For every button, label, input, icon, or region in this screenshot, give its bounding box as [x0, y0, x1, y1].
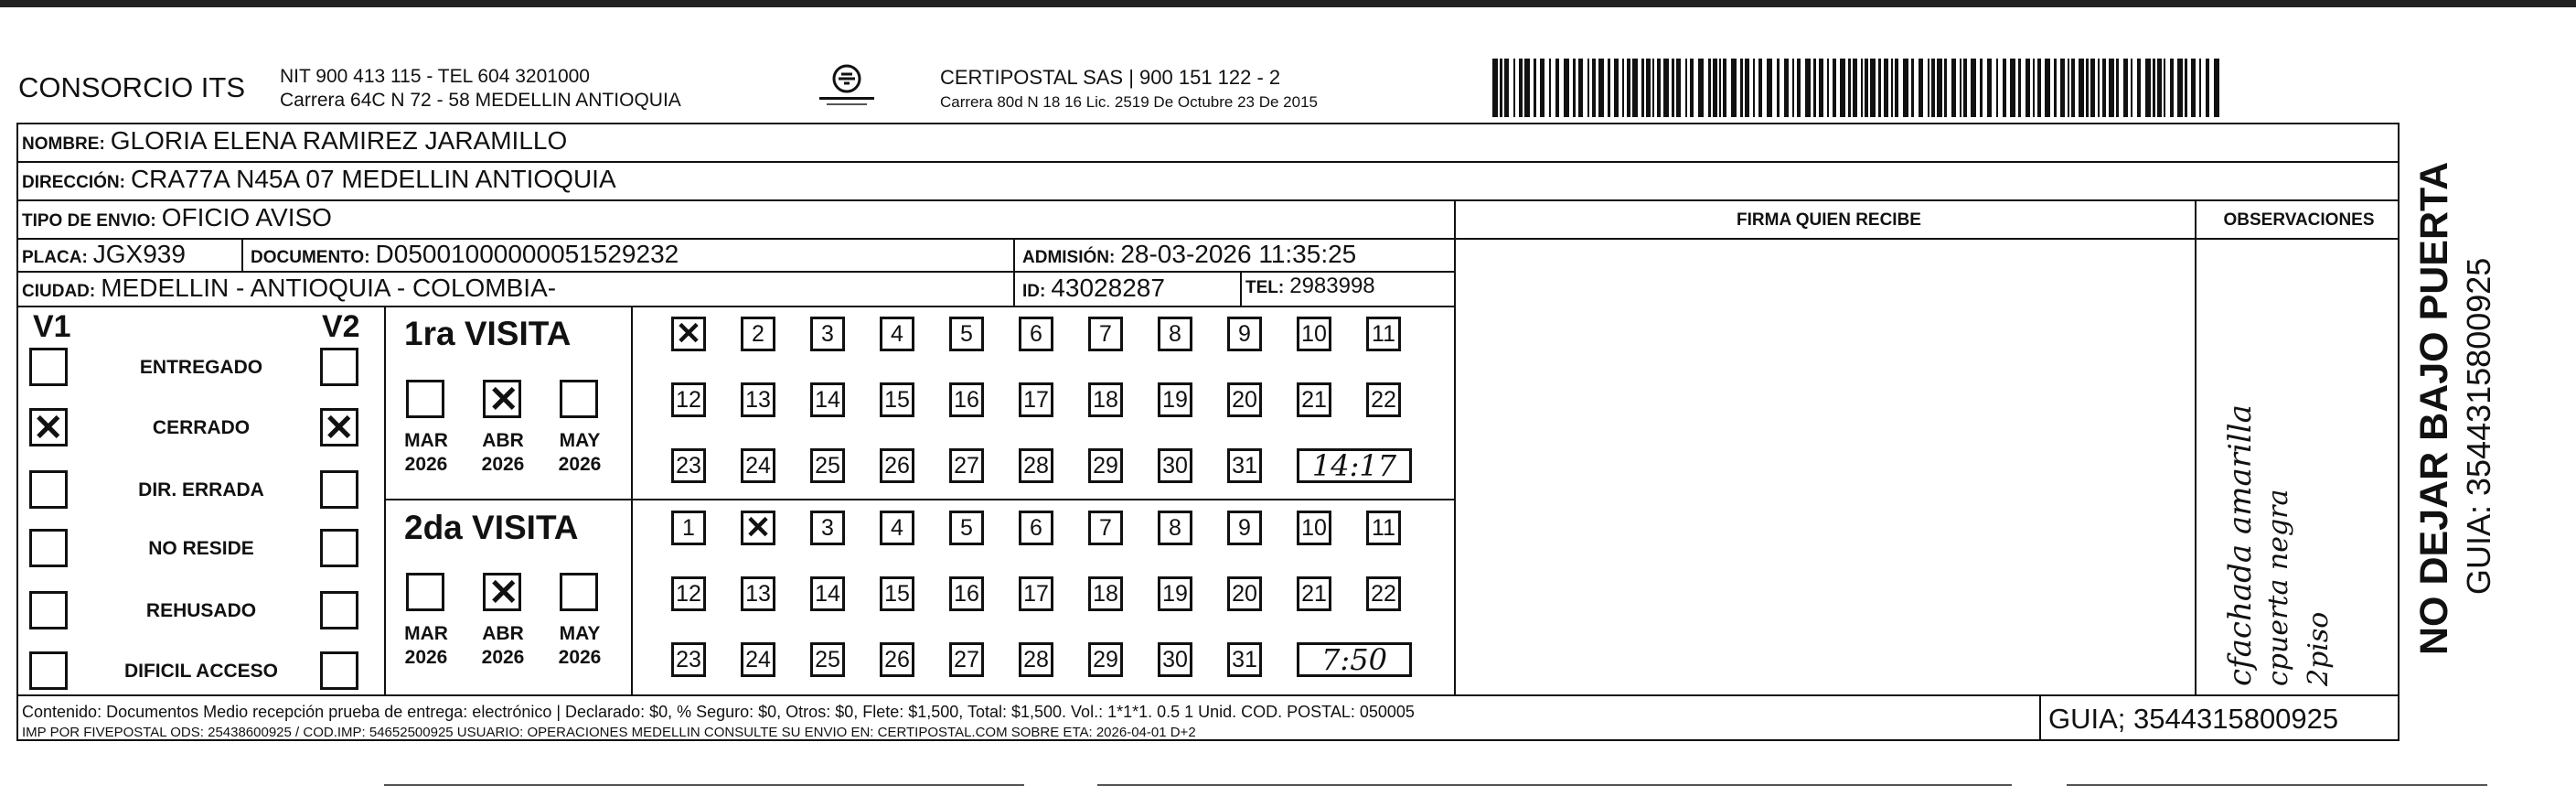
day-box[interactable]: 29: [1088, 642, 1123, 677]
day-box[interactable]: 21: [1297, 576, 1331, 611]
day-box[interactable]: 25: [810, 448, 845, 483]
day-box[interactable]: 7: [1088, 317, 1123, 351]
admision-field: [1022, 240, 1356, 269]
placa-field: [22, 240, 186, 269]
nombre-value: GLORIA ELENA RAMIREZ JARAMILLO: [110, 126, 568, 155]
day-box[interactable]: 8: [1158, 317, 1192, 351]
day-box[interactable]: 31: [1227, 642, 1262, 677]
day-box[interactable]: 28: [1019, 448, 1053, 483]
certipostal-logo-icon: [814, 62, 880, 110]
day-box[interactable]: 20: [1227, 382, 1262, 417]
observacion-line3: 2piso: [2303, 611, 2335, 686]
v2-checkbox[interactable]: [320, 348, 358, 386]
v2-checkbox[interactable]: [320, 591, 358, 629]
day-box[interactable]: 8: [1158, 511, 1192, 545]
day-box[interactable]: 1: [671, 511, 706, 545]
visit2-title: 2da VISITA: [404, 509, 579, 546]
ciudad-value: MEDELLIN - ANTIOQUIA - COLOMBIA-: [101, 274, 557, 302]
day-box[interactable]: 5: [949, 317, 984, 351]
footer-impresion: IMP POR FIVEPOSTAL ODS: 25438600925 / COD.IMP: 54652500925 USUARIO: OPERACIONES MEDELLIN CONSULTE SU ENVIO EN: CERTIPOSTAL.COM SOBRE ETA: 2026-04-01 D+2: [22, 725, 1196, 740]
placa-value: JGX939: [92, 240, 186, 268]
day-box[interactable]: 18: [1088, 576, 1123, 611]
day-box[interactable]: 29: [1088, 448, 1123, 483]
observacion-line1: cfachada amarilla: [2222, 404, 2259, 686]
v1-checkbox[interactable]: [29, 591, 68, 629]
v1-header: V1: [33, 309, 71, 344]
direccion-value: CRA77A N45A 07 MEDELLIN ANTIOQUIA: [130, 165, 616, 193]
nit-line: NIT 900 413 115 - TEL 604 3201000: [280, 66, 590, 87]
status-label: DIFICIL ACCESO: [123, 661, 278, 682]
day-box[interactable]: 25: [810, 642, 845, 677]
direccion-label: DIRECCIÓN:: [22, 173, 125, 192]
month-label: ABR 2026: [481, 623, 525, 668]
id-label: ID:: [1022, 282, 1046, 301]
month-label: MAY 2026: [558, 430, 602, 475]
day-box[interactable]: 10: [1297, 511, 1331, 545]
footer-contenido: Contenido: Documentos Medio recepción prueba de entrega: electrónico | Declarado: $0, % Seguro: $0, Otros: $0, Flete: $1,500, Total: $1,500. Vol.: 1*1*1. 0.5 1 Unid. COD. POSTAL: 050005: [22, 703, 1415, 721]
tipo-envio-value: OFICIO AVISO: [161, 203, 332, 231]
time-box[interactable]: 7:50: [1297, 642, 1412, 677]
ciudad-label: CIUDAD:: [22, 282, 96, 301]
status-label: DIR. ERRADA: [138, 479, 264, 500]
day-box[interactable]: 10: [1297, 317, 1331, 351]
month-label: MAY 2026: [558, 623, 602, 668]
day-box[interactable]: 4: [880, 317, 914, 351]
day-box[interactable]: 4: [880, 511, 914, 545]
nombre-row: [22, 126, 567, 156]
time-box[interactable]: 14:17: [1297, 448, 1412, 483]
day-box[interactable]: 12: [671, 382, 706, 417]
day-box[interactable]: 13: [741, 576, 775, 611]
day-box[interactable]: 23: [671, 642, 706, 677]
check-mark-icon: ✕: [33, 408, 64, 448]
observaciones-header: OBSERVACIONES: [2223, 210, 2375, 230]
check-mark-icon: ✕: [488, 573, 519, 613]
day-box[interactable]: 19: [1158, 576, 1192, 611]
day-box[interactable]: 26: [880, 448, 914, 483]
v1-checkbox[interactable]: [29, 348, 68, 386]
day-box[interactable]: ✕: [671, 317, 706, 351]
tipo-envio-row: [22, 203, 332, 232]
day-box[interactable]: 23: [671, 448, 706, 483]
v1-checkbox[interactable]: [29, 470, 68, 509]
day-box[interactable]: 18: [1088, 382, 1123, 417]
day-box[interactable]: 26: [880, 642, 914, 677]
day-box[interactable]: 20: [1227, 576, 1262, 611]
status-label: ENTREGADO: [139, 357, 263, 378]
tel-label: TEL:: [1245, 278, 1285, 297]
month-checkbox[interactable]: [560, 380, 598, 418]
month-label: ABR 2026: [481, 430, 525, 475]
company-name: CONSORCIO ITS: [18, 71, 246, 103]
id-value: 43028287: [1051, 274, 1165, 302]
v1-checkbox[interactable]: [29, 651, 68, 690]
side-guia: GUIA: 3544315800925: [2460, 257, 2497, 595]
nombre-label: NOMBRE:: [22, 134, 105, 154]
day-box[interactable]: 9: [1227, 317, 1262, 351]
admision-label: ADMISIÓN:: [1022, 248, 1116, 267]
month-checkbox[interactable]: [560, 573, 598, 611]
barcode-image: [1492, 59, 2224, 117]
day-box[interactable]: 31: [1227, 448, 1262, 483]
day-box[interactable]: 14: [810, 382, 845, 417]
month-checkbox[interactable]: [406, 380, 444, 418]
day-box[interactable]: 11: [1366, 317, 1401, 351]
day-box[interactable]: 12: [671, 576, 706, 611]
day-box[interactable]: 17: [1019, 576, 1053, 611]
day-box[interactable]: 27: [949, 642, 984, 677]
check-mark-icon: ✕: [324, 408, 355, 448]
day-box[interactable]: 6: [1019, 317, 1053, 351]
day-box[interactable]: 14: [810, 576, 845, 611]
no-dejar-bajo-puerta: NO DEJAR BAJO PUERTA: [2412, 161, 2456, 655]
day-box[interactable]: 11: [1366, 511, 1401, 545]
status-label: REHUSADO: [145, 600, 257, 621]
firma-header: FIRMA QUIEN RECIBE: [1737, 210, 1921, 230]
certipostal-line: CERTIPOSTAL SAS | 900 151 122 - 2: [940, 66, 1281, 89]
ciudad-field: [22, 274, 556, 303]
documento-value: D05001000000051529232: [375, 240, 679, 268]
day-box[interactable]: 15: [880, 382, 914, 417]
check-mark-icon: ✕: [488, 380, 519, 420]
direccion-row: [22, 165, 616, 194]
day-box[interactable]: 19: [1158, 382, 1192, 417]
v2-checkbox[interactable]: [320, 470, 358, 509]
day-box[interactable]: 9: [1227, 511, 1262, 545]
admision-value: 28-03-2026 11:35:25: [1120, 240, 1357, 268]
id-field: [1022, 274, 1165, 303]
day-box[interactable]: 3: [810, 511, 845, 545]
tel-field: [1245, 274, 1375, 299]
day-box[interactable]: 24: [741, 642, 775, 677]
status-label: CERRADO: [152, 417, 251, 438]
day-box[interactable]: 7: [1088, 511, 1123, 545]
visit1-title: 1ra VISITA: [404, 315, 572, 352]
day-box[interactable]: 5: [949, 511, 984, 545]
company-address: Carrera 64C N 72 - 58 MEDELLIN ANTIOQUIA: [280, 90, 681, 111]
day-box[interactable]: 22: [1366, 382, 1401, 417]
v2-checkbox[interactable]: [320, 651, 358, 690]
day-box[interactable]: 16: [949, 576, 984, 611]
documento-label: DOCUMENTO:: [251, 248, 370, 267]
v2-header: V2: [322, 309, 360, 344]
day-box[interactable]: 22: [1366, 576, 1401, 611]
month-checkbox[interactable]: [406, 573, 444, 611]
day-box[interactable]: 24: [741, 448, 775, 483]
v1-checkbox[interactable]: [29, 529, 68, 567]
day-box[interactable]: 3: [810, 317, 845, 351]
top-edge: [0, 0, 2576, 7]
day-box[interactable]: 13: [741, 382, 775, 417]
tel-value: 2983998: [1289, 274, 1375, 298]
day-box[interactable]: 2: [741, 317, 775, 351]
month-label: MAR 2026: [404, 430, 448, 475]
day-box[interactable]: 27: [949, 448, 984, 483]
day-box[interactable]: 28: [1019, 642, 1053, 677]
day-box[interactable]: 16: [949, 382, 984, 417]
tipo-envio-label: TIPO DE ENVIO:: [22, 211, 156, 231]
day-box[interactable]: ✕: [741, 511, 775, 545]
documento-field: [251, 240, 679, 269]
day-box[interactable]: 21: [1297, 382, 1331, 417]
day-box[interactable]: 15: [880, 576, 914, 611]
observacion-line2: cpuerta negra: [2262, 489, 2294, 686]
footer-guia: GUIA; 3544315800925: [2048, 703, 2339, 735]
month-label: MAR 2026: [404, 623, 448, 668]
status-label: NO RESIDE: [148, 538, 254, 559]
certipostal-license: Carrera 80d N 18 16 Lic. 2519 De Octubre 23 De 2015: [940, 93, 1318, 111]
placa-label: PLACA:: [22, 248, 88, 267]
day-box[interactable]: 30: [1158, 448, 1192, 483]
day-box[interactable]: 17: [1019, 382, 1053, 417]
day-box[interactable]: 6: [1019, 511, 1053, 545]
v2-checkbox[interactable]: [320, 529, 358, 567]
day-box[interactable]: 30: [1158, 642, 1192, 677]
